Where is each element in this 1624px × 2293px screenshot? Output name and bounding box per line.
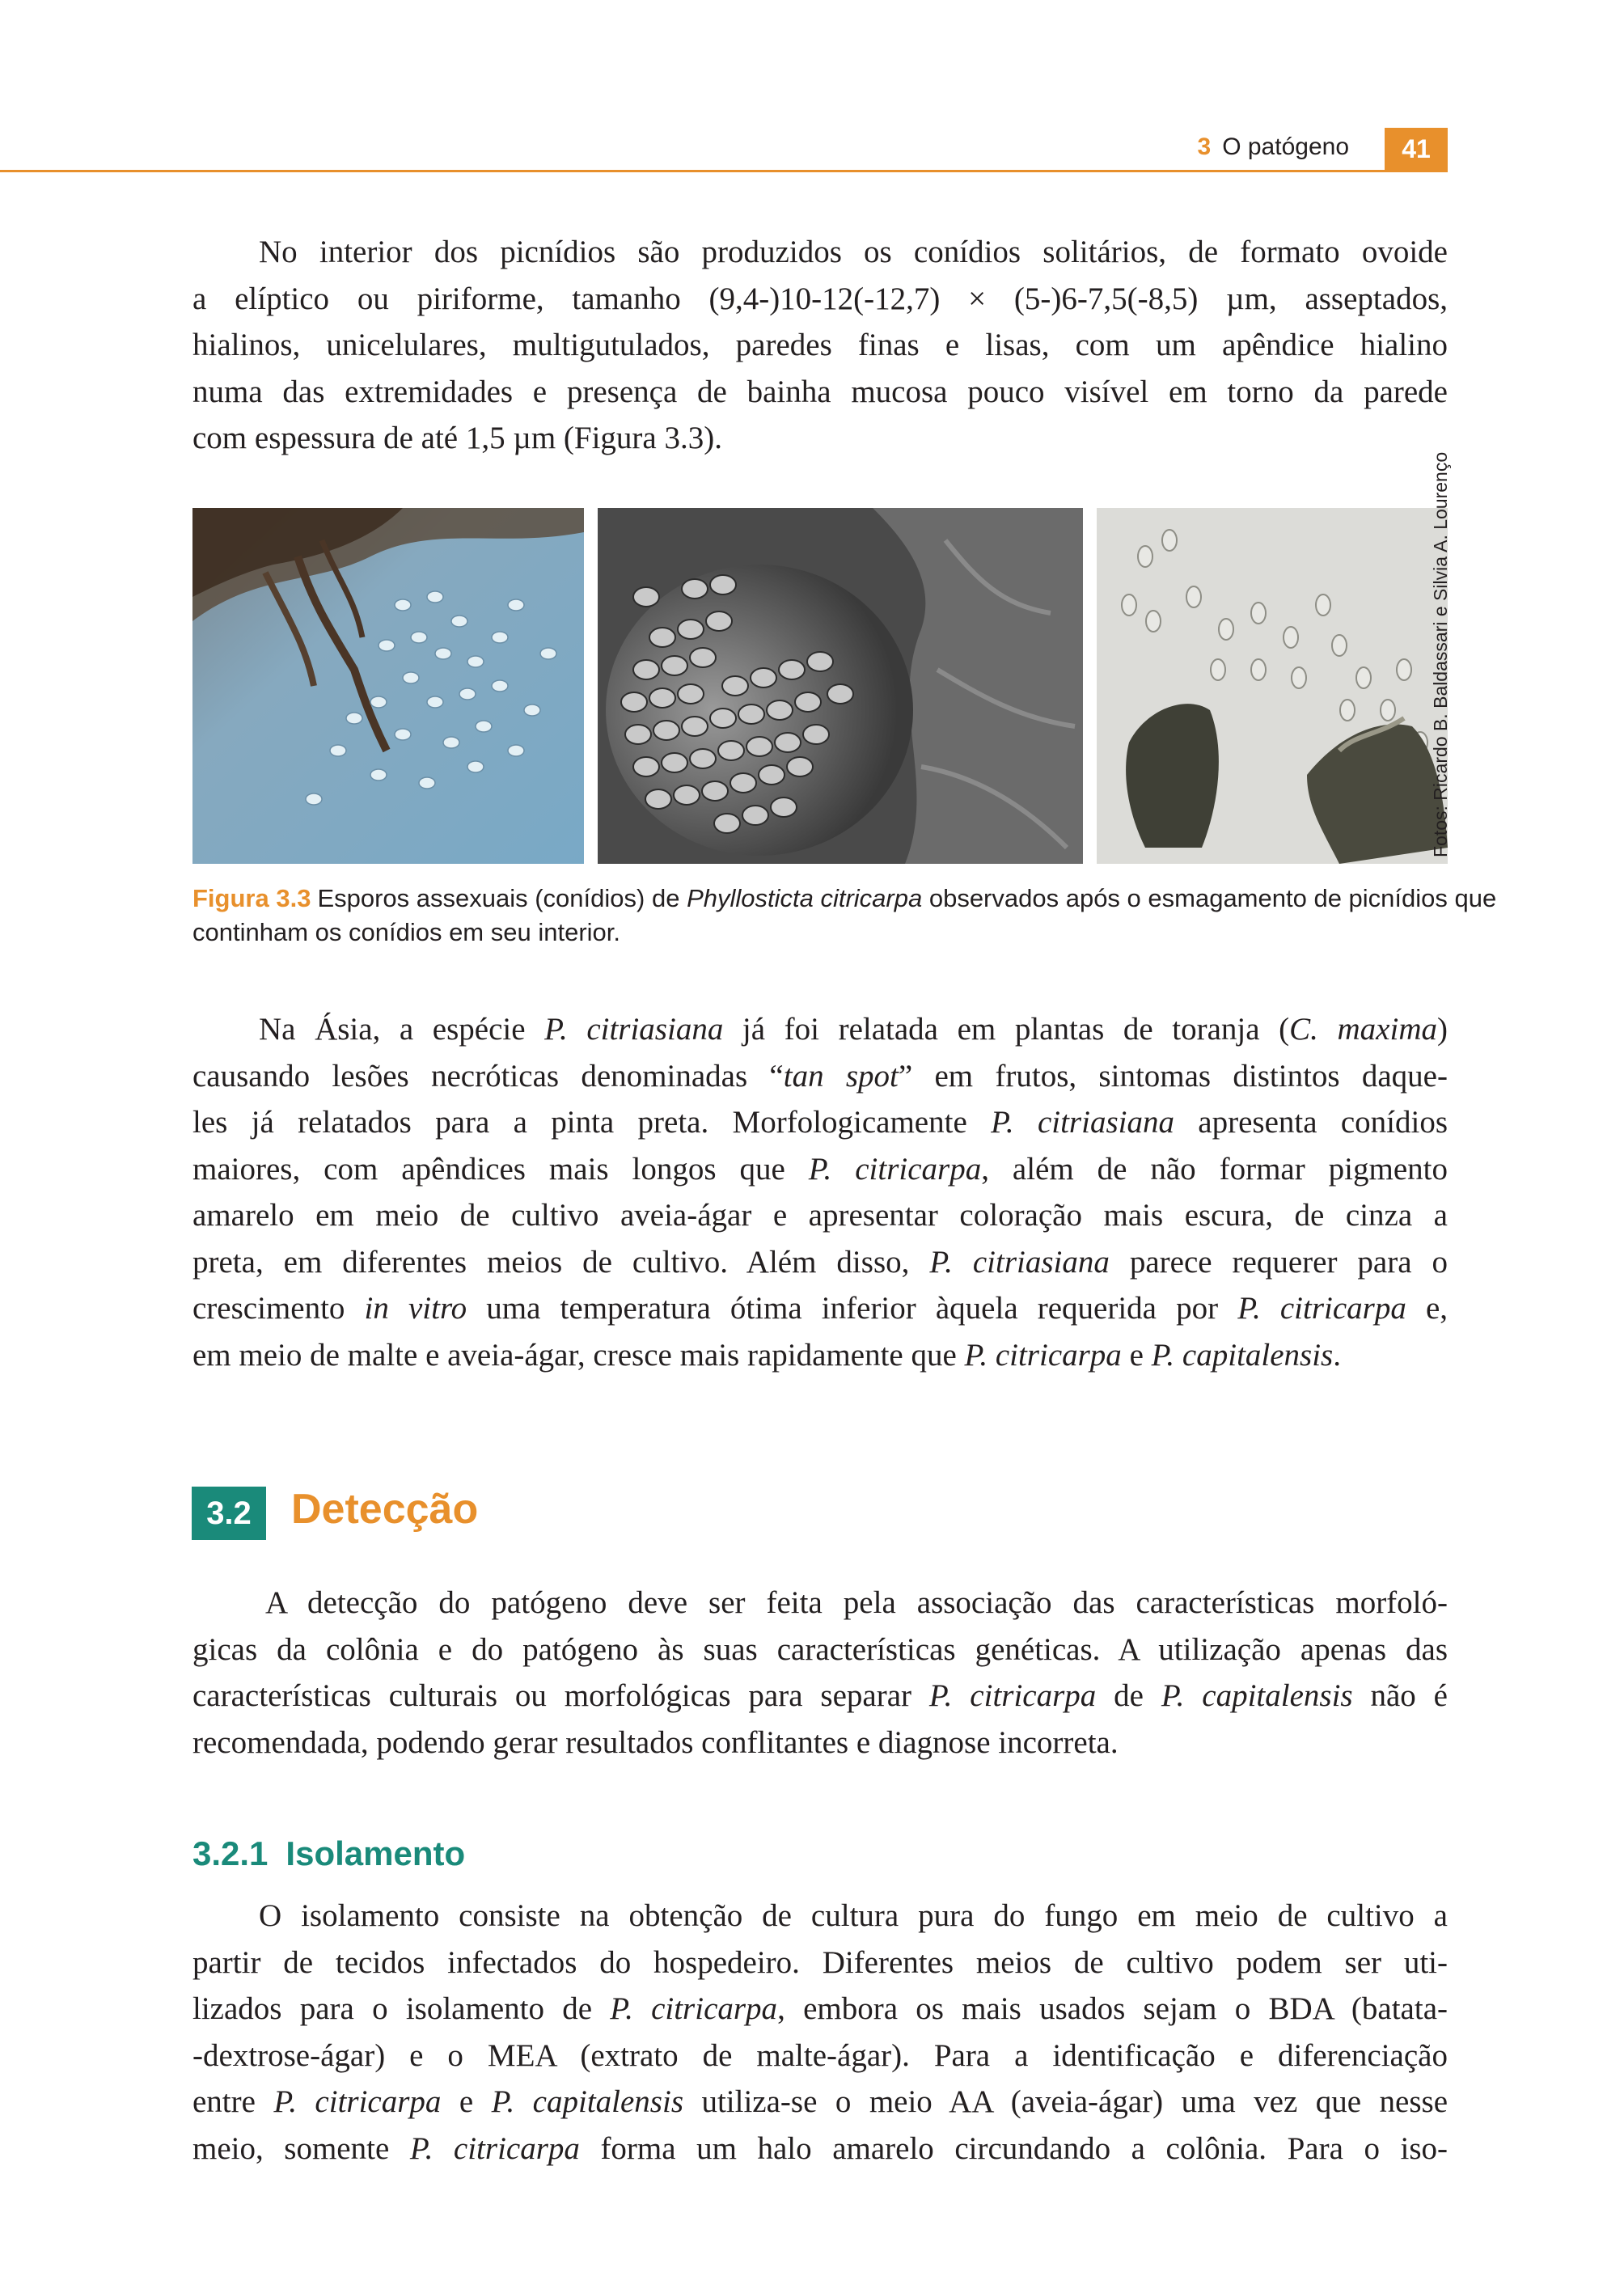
text-line: lizados para o isolamento de P. citricarpa, embora os mais usados sejam o BDA (batata- [192,1991,1448,2026]
micrograph-light-blue [192,508,584,864]
caption-text: continham os conídios em seu interior. [192,918,620,946]
paragraph-isolation [192,1893,1448,2172]
paragraph-conidia [192,229,1448,462]
page-number: 41 [1385,128,1448,170]
text-line: entre P. citricarpa e P. capitalensis utiliza-se o meio AA (aveia-ágar) uma vez que nesse [192,2084,1448,2119]
section-title: Detecção [291,1486,479,1533]
text-line: -dextrose-ágar) e o MEA (extrato de malte-ágar). Para a identificação e diferenciação [192,2037,1448,2073]
paragraph-detection [192,1580,1448,1766]
text-line: partir de tecidos infectados do hospedeiro. Diferentes meios de cultivo podem ser uti- [192,1944,1448,1980]
figure-label: Figura 3.3 [192,884,311,912]
micrograph-light-grey [1097,508,1448,864]
text-line: causando lesões necróticas denominadas “tan spot” em frutos, sintomas distintos daque- [192,1058,1448,1094]
subsection-heading [192,1834,465,1873]
text-line: gicas da colônia e do patógeno às suas características genéticas. A utilização apenas das [192,1631,1448,1667]
text-line: No interior dos picnídios são produzidos os conídios solitários, de formato ovoide [259,235,1448,269]
subsection-number: 3.2.1 [192,1834,269,1872]
text-line: crescimento in vitro uma temperatura ótima inferior àquela requerida por P. citricarpa e, [192,1291,1448,1326]
text-line: em meio de malte e aveia-ágar, cresce mais rapidamente que P. citricarpa e P. capitalensis. [192,1337,1341,1373]
text-line: hialinos, unicelulares, multigutulados, paredes finas e lisas, com um apêndice hialino [192,328,1448,362]
caption-text: Esporos assexuais (conídios) de [317,884,687,912]
text-line: amarelo em meio de cultivo aveia-ágar e apresentar coloração mais escura, de cinza a [192,1198,1448,1233]
paragraph-asia [192,1006,1448,1378]
text-line: a elíptico ou piriforme, tamanho (9,4-)10-12(-12,7) × (5-)6-7,5(-8,5) µm, asseptados, [192,281,1448,316]
photo-credit: Fotos: Ricardo B. Baldassari e Silvia A. Lourenço [1430,451,1451,857]
text-line: Na Ásia, a espécie P. citriasiana já foi relatada em plantas de toranja (C. maxima) [259,1012,1448,1047]
text-line: A detecção do patógeno deve ser feita pela associação das características morfoló- [265,1585,1448,1620]
text-line: maiores, com apêndices mais longos que P. citricarpa, além de não formar pigmento [192,1151,1448,1187]
text-line: les já relatados para a pinta preta. Morfologicamente P. citriasiana apresenta conídios [192,1105,1448,1140]
text-line: numa das extremidades e presença de bainha mucosa pouco visível em torno da parede [192,374,1448,409]
chapter-title: O patógeno [1222,133,1349,160]
text-line: características culturais ou morfológicas para separar P. citricarpa de P. capitalensis não é [192,1678,1448,1713]
section-number: 3.2 [192,1487,266,1540]
subsection-title: Isolamento [285,1834,466,1872]
figure-caption [192,882,1497,950]
chapter-number: 3 [1197,133,1212,160]
header-rule [0,170,1448,172]
text-line: O isolamento consiste na obtenção de cultura pura do fungo em meio de cultivo a [259,1898,1448,1933]
text-line: com espessura de até 1,5 µm (Figura 3.3). [192,421,722,455]
micrograph-scanning-electron [598,508,1083,864]
caption-text: observados após o esmagamento de picnídios que [922,884,1497,912]
caption-species: Phyllosticta citricarpa [687,884,923,912]
text-line: preta, em diferentes meios de cultivo. Além disso, P. citriasiana parece requerer para o [192,1244,1448,1280]
running-header [1198,133,1349,161]
text-line: meio, somente P. citricarpa forma um halo amarelo circundando a colônia. Para o iso- [192,2130,1448,2166]
text-line: recomendada, podendo gerar resultados conflitantes e diagnose incorreta. [192,1724,1119,1760]
